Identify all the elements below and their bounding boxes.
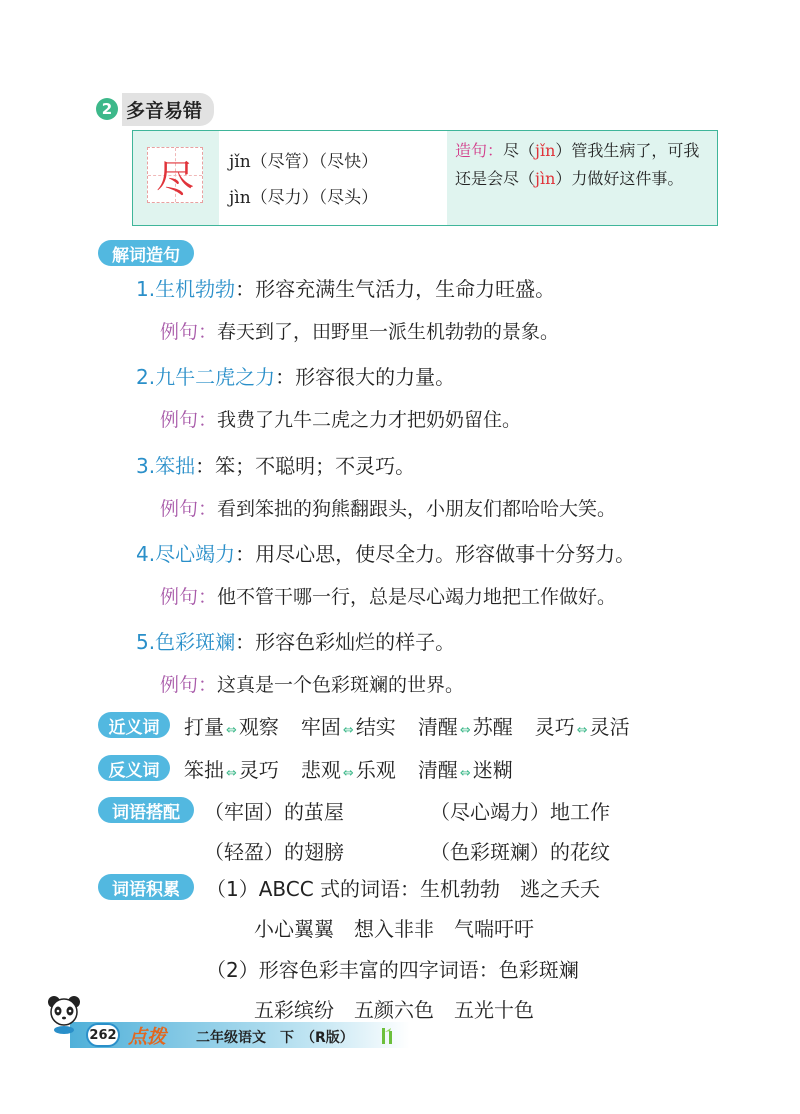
accumulation-line-1: （1）ABCC 式的词语：生机勃勃 逃之夭夭 xyxy=(206,877,601,901)
sentence-cell xyxy=(447,131,717,225)
def-number: 5. xyxy=(136,630,156,654)
example-text: 这真是一个色彩斑斓的世界。 xyxy=(217,674,465,696)
def-term: 生机勃勃 xyxy=(155,277,236,301)
accumulation-line-4: 五彩缤纷 五颜六色 五光十色 xyxy=(254,998,534,1022)
bamboo-icon xyxy=(378,1026,398,1046)
example-5 xyxy=(160,670,464,697)
reading-2: jìn（尽力）（尽头） xyxy=(229,188,379,208)
double-arrow-icon: ⇔ xyxy=(342,723,354,738)
tag-collocation: 词语搭配 xyxy=(98,797,194,823)
double-arrow-icon: ⇔ xyxy=(226,766,237,781)
accumulation-line-2: 小心翼翼 想入非非 气喘吁吁 xyxy=(254,917,534,941)
def-meaning: ：形容充满生气活力，生命力旺盛。 xyxy=(235,277,556,301)
def-term: 九牛二虎之力 xyxy=(155,365,276,389)
def-term: 色彩斑斓 xyxy=(155,630,236,654)
definition-4 xyxy=(136,538,635,567)
page-number: 262 xyxy=(86,1023,120,1047)
collocation-a2: （尽心竭力）地工作 xyxy=(430,800,610,824)
example-text: 他不管干哪一行，总是尽心竭力地把工作做好。 xyxy=(217,586,617,608)
synonym-list xyxy=(184,711,630,740)
example-1 xyxy=(160,317,559,344)
def-term: 尽心竭力 xyxy=(155,542,236,566)
definition-2 xyxy=(136,361,455,390)
def-meaning: ：形容色彩灿烂的样子。 xyxy=(235,630,456,654)
word: 苏醒 xyxy=(472,715,513,739)
char-cell xyxy=(133,131,220,225)
book-title: 二年级语文 下 （R版） xyxy=(196,1030,354,1046)
def-number: 4. xyxy=(136,542,156,566)
panda-icon xyxy=(44,994,84,1034)
antonym-list xyxy=(184,754,513,783)
example-3 xyxy=(160,494,616,521)
section-title: 多音易错 xyxy=(122,93,214,126)
section-number: 2 xyxy=(96,98,118,120)
tag-synonyms: 近义词 xyxy=(98,712,170,738)
word: 结实 xyxy=(355,715,396,739)
word: 灵活 xyxy=(589,715,630,739)
brand-logo: 点拨 xyxy=(128,1026,167,1048)
sentence-label: 造句： xyxy=(455,141,504,160)
example-label: 例句： xyxy=(160,498,218,520)
definition-5 xyxy=(136,626,455,655)
double-arrow-icon: ⇔ xyxy=(342,766,354,781)
sentence-text: 尽（ xyxy=(503,141,536,160)
word: 悲观 xyxy=(300,758,341,782)
word: 灵巧 xyxy=(238,758,279,782)
sentence-text: ）力做好这件事。 xyxy=(555,169,684,188)
word: 观察 xyxy=(238,715,279,739)
def-number: 2. xyxy=(136,365,156,389)
example-2 xyxy=(160,405,521,432)
example-4 xyxy=(160,582,616,609)
def-term: 笨拙 xyxy=(155,454,196,478)
accumulation-line-3: （2）形容色彩丰富的四字词语：色彩斑斓 xyxy=(206,958,579,982)
tag-antonyms: 反义词 xyxy=(98,755,170,781)
collocation-b1: （轻盈）的翅膀 xyxy=(204,840,344,864)
polyphone-table xyxy=(132,130,718,226)
def-meaning: ：用尽心思，使尽全力。形容做事十分努力。 xyxy=(235,542,636,566)
char-grid-box xyxy=(147,147,203,203)
example-text: 我费了九牛二虎之力才把奶奶留住。 xyxy=(217,409,522,431)
double-arrow-icon: ⇔ xyxy=(459,766,471,781)
def-number: 1. xyxy=(136,277,156,301)
word: 乐观 xyxy=(355,758,396,782)
example-text: 看到笨拙的狗熊翻跟头，小朋友们都哈哈大笑。 xyxy=(217,498,617,520)
double-arrow-icon: ⇔ xyxy=(226,723,237,738)
def-number: 3. xyxy=(136,454,156,478)
definition-1 xyxy=(136,273,555,302)
word: 清醒 xyxy=(417,758,458,782)
sentence-pinyin: jìn xyxy=(535,169,556,188)
polyphone-char: 尽 xyxy=(155,156,194,201)
word: 打量 xyxy=(184,715,224,739)
double-arrow-icon: ⇔ xyxy=(576,723,588,738)
def-meaning: ：笨；不聪明；不灵巧。 xyxy=(195,454,416,478)
word: 灵巧 xyxy=(534,715,575,739)
example-text: 春天到了，田野里一派生机勃勃的景象。 xyxy=(217,321,560,343)
tag-accumulation: 词语积累 xyxy=(98,874,194,900)
definition-3 xyxy=(136,450,415,479)
word: 牢固 xyxy=(300,715,341,739)
word: 笨拙 xyxy=(184,758,224,782)
sentence-pinyin: jǐn xyxy=(535,141,556,160)
collocation-a1: （牢固）的茧屋 xyxy=(204,800,344,824)
example-label: 例句： xyxy=(160,586,218,608)
example-label: 例句： xyxy=(160,409,218,431)
readings-cell xyxy=(219,131,448,225)
collocation-b2: （色彩斑斓）的花纹 xyxy=(430,840,610,864)
def-meaning: ：形容很大的力量。 xyxy=(275,365,456,389)
tag-explain: 解词造句 xyxy=(98,240,194,266)
word: 迷糊 xyxy=(472,758,513,782)
word: 清醒 xyxy=(417,715,458,739)
example-label: 例句： xyxy=(160,321,218,343)
sentence-text: ）管我生病了，可我还是会尽（ xyxy=(455,141,700,188)
reading-1: jǐn（尽管）（尽快） xyxy=(229,152,379,172)
double-arrow-icon: ⇔ xyxy=(459,723,471,738)
section-header-polyphone xyxy=(96,94,214,124)
example-label: 例句： xyxy=(160,674,218,696)
